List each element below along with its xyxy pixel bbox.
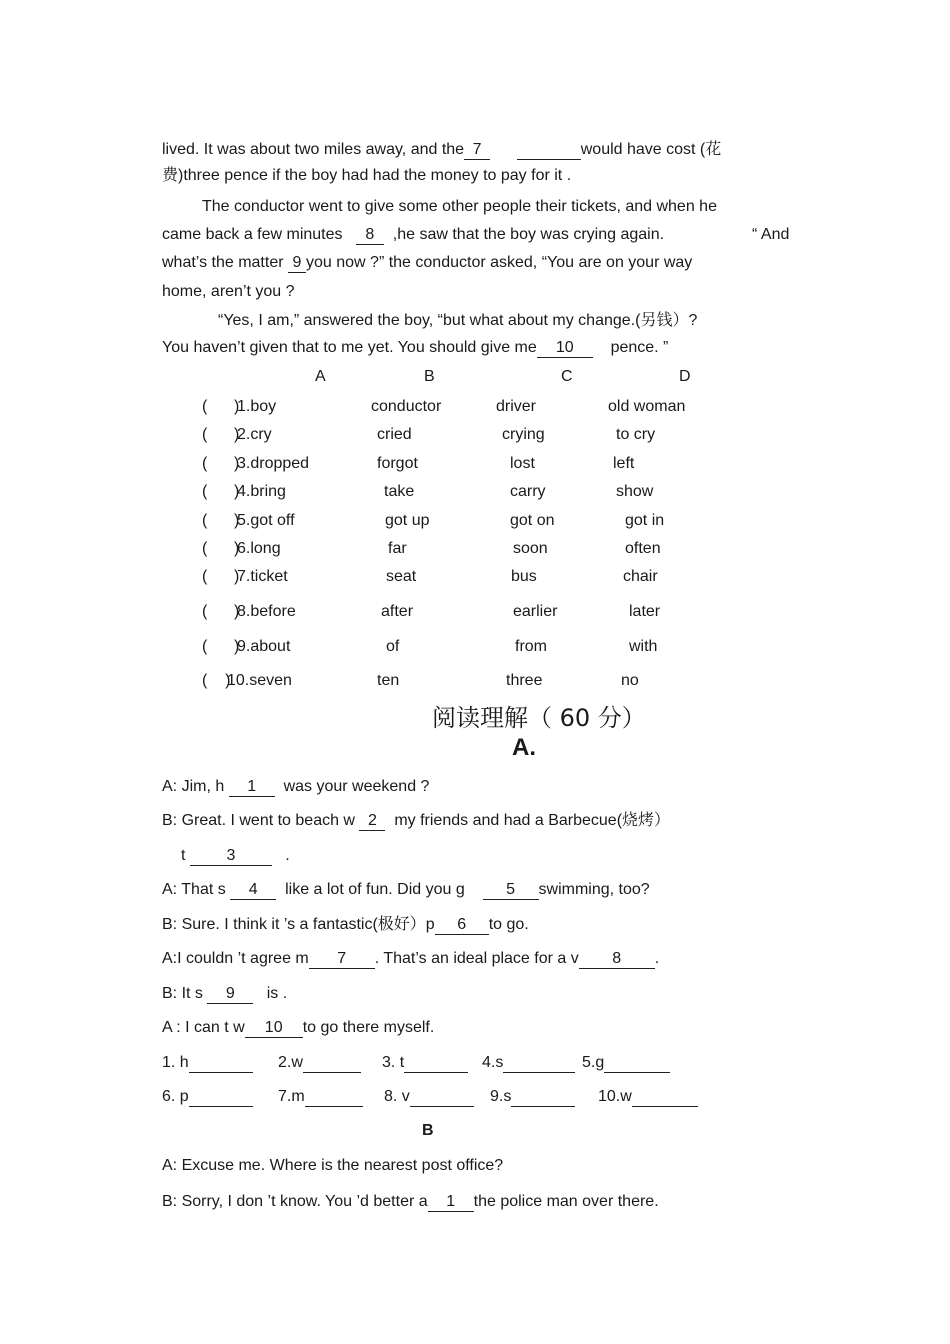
option-a: 1.boy [237,398,277,415]
option-b: take [384,483,415,500]
dialogue-line [162,880,650,900]
passage-text: what’s the matter [162,254,284,271]
column-header-b: B [424,368,435,385]
answer-blank[interactable] [303,1054,361,1073]
dialogue-line [181,846,290,866]
dialogue-line [162,915,529,935]
option-a: 3.dropped [237,455,310,472]
section-title: 阅读理解（ 60 分） [432,704,646,732]
answer-blank: 10 [537,339,593,358]
option-a: 4.bring [237,483,286,500]
option-b: of [386,638,400,655]
answer-blank[interactable] [511,1088,575,1107]
answer-blank[interactable] [189,1088,253,1107]
answer-label: 7.m [278,1088,305,1105]
passage-line-2 [162,166,571,186]
column-header-c: C [561,368,573,385]
column-header-a: A [315,368,326,385]
answer-blank[interactable] [189,1054,253,1073]
option-c: crying [502,426,545,443]
passage-text: would have cost (花 [580,141,722,158]
answer-paren[interactable]: ( ) [202,426,240,443]
passage-text: ,he saw that the boy was crying again. [392,226,665,243]
answer-blank: 7 [464,141,490,160]
passage-text: came back a few minutes [162,226,343,243]
passage-text: “ And [752,226,790,243]
answer-blank: 8 [356,226,384,245]
dialogue-text: A: Jim, h [162,778,225,795]
option-a: 10.seven [227,672,292,689]
dialogue-text: . [654,950,660,967]
option-c: driver [496,398,537,415]
option-c: earlier [513,603,558,620]
option-d: old woman [608,398,686,415]
answer-blank[interactable] [503,1054,575,1073]
answer-paren[interactable]: ( ) [202,603,240,620]
answer-label: 5.g [582,1054,605,1071]
answer-paren[interactable]: ( ) [202,398,240,415]
passage-line-4 [162,225,664,245]
option-d: later [629,603,661,620]
part-a-title: A. [512,734,536,761]
answer-label: 10.w [598,1088,632,1105]
answer-paren[interactable]: ( ) [202,540,240,557]
dialogue-text: . That’s an ideal place for a v [374,950,579,967]
option-b: ten [377,672,400,689]
dialogue-text: the police man over there. [473,1193,659,1210]
option-a: 5.got off [237,512,295,529]
answer-label: 4.s [482,1054,504,1071]
answer-paren[interactable]: ( ) [202,512,240,529]
answer-blank: 8 [579,950,655,969]
dialogue-text: to go there myself. [302,1019,435,1036]
answer-label: 9.s [490,1088,512,1105]
option-d: to cry [616,426,656,443]
answer-blank: 7 [309,950,375,969]
answer-paren[interactable]: ( ) [202,638,240,655]
answer-label: 2.w [278,1054,303,1071]
column-header-d: D [679,368,691,385]
option-b: got up [385,512,430,529]
option-d: chair [623,568,658,585]
option-b: cried [377,426,412,443]
dialogue-text: . [285,847,290,864]
answer-line-10[interactable] [598,1087,698,1107]
dialogue-line [162,1192,659,1212]
answer-blank[interactable] [410,1088,474,1107]
option-d: no [621,672,639,689]
answer-blank: 10 [245,1019,303,1038]
option-c: carry [510,483,546,500]
dialogue-line [162,811,670,831]
answer-label: 3. t [382,1054,405,1071]
dialogue-line [162,777,429,797]
answer-paren[interactable]: ( ) [202,483,240,500]
dialogue-text: my friends and had a Barbecue(烧烤） [394,812,671,829]
answer-blank[interactable] [632,1088,698,1107]
part-b-title: B [422,1122,434,1139]
passage-line-5 [162,253,692,273]
dialogue-line [162,1018,434,1038]
option-c: soon [513,540,548,557]
answer-label: 1. h [162,1054,189,1071]
answer-line-4[interactable] [482,1053,575,1073]
answer-line-9[interactable] [490,1087,575,1107]
dialogue-text: swimming, too? [538,881,650,898]
option-c: lost [510,455,535,472]
passage-text: lived. It was about two miles away, and the [162,141,465,158]
option-c: got on [510,512,555,529]
option-d: often [625,540,661,557]
passage-line-8 [162,338,668,358]
answer-blank[interactable] [604,1054,670,1073]
dialogue-text: B: Sorry, I don ’t know. You ’d better a [162,1193,428,1210]
answer-blank: 9 [207,985,253,1004]
option-c: from [515,638,547,655]
answer-line-3[interactable] [382,1053,468,1073]
answer-blank: 6 [435,916,489,935]
dialogue-line [162,949,659,969]
passage-text: You haven’t given that to me yet. You should give me [162,339,537,356]
answer-line-2[interactable] [278,1053,361,1073]
dialogue-text: A: Excuse me. Where is the nearest post office? [162,1157,504,1174]
option-b: forgot [377,455,418,472]
answer-paren[interactable]: ( ) [202,672,231,689]
answer-line-1[interactable] [162,1053,253,1073]
passage-text: The conductor went to give some other people their tickets, and when he [202,198,717,215]
dialogue-text: is . [266,985,288,1002]
answer-line-6[interactable] [162,1087,253,1107]
option-c: three [506,672,543,689]
answer-blank: 1 [229,778,275,797]
dialogue-line [162,984,287,1004]
answer-blank: 2 [359,812,385,831]
answer-blank: 5 [483,881,539,900]
option-a: 2.cry [237,426,272,443]
answer-paren[interactable]: ( ) [202,568,240,585]
passage-line-3 [202,197,717,217]
answer-blank: 1 [428,1193,474,1212]
option-d: got in [625,512,665,529]
answer-label: 8. v [384,1088,410,1105]
dialogue-text: A : I can t w [162,1019,245,1036]
answer-line-8[interactable] [384,1087,474,1107]
answer-blank: 4 [230,881,276,900]
answer-line-5[interactable] [582,1053,670,1073]
dialogue-text: A: That s [162,881,226,898]
option-b: conductor [371,398,442,415]
option-b: seat [386,568,417,585]
option-d: show [616,483,654,500]
option-a: 8.before [237,603,296,620]
answer-line-7[interactable] [278,1087,363,1107]
answer-label: 6. p [162,1088,189,1105]
option-a: 6.long [237,540,281,557]
answer-blank: 3 [190,847,272,866]
passage-text: you now ?” the conductor asked, “You are on your way [306,254,693,271]
option-a: 7.ticket [237,568,288,585]
passage-line-6 [162,282,295,302]
passage-line-7 [218,311,697,331]
dialogue-text: A:I couldn ’t agree m [162,950,309,967]
dialogue-text: to go. [488,916,529,933]
passage-text: home, aren’t you ? [162,283,295,300]
option-c: bus [511,568,537,585]
dialogue-text: like a lot of fun. Did you g [285,881,465,898]
option-a: 9.about [237,638,291,655]
answer-blank: 9 [288,254,306,273]
dialogue-line [162,1156,503,1176]
answer-paren[interactable]: ( ) [202,455,240,472]
passage-text: 费)three pence if the boy had had the money to pay for it . [162,167,572,184]
answer-blank [517,141,581,160]
option-b: after [381,603,414,620]
dialogue-text: B: Great. I went to beach w [162,812,355,829]
passage-text: “Yes, I am,” answered the boy, “but what about my change.(另钱）? [218,312,698,329]
option-d: left [613,455,635,472]
passage-line-1 [162,140,721,160]
dialogue-text: was your weekend ? [283,778,430,795]
passage-text: pence. ” [610,339,669,356]
dialogue-text: B: It s [162,985,203,1002]
option-d: with [629,638,658,655]
option-b: far [388,540,407,557]
answer-blank[interactable] [404,1054,468,1073]
dialogue-text: B: Sure. I think it ’s a fantastic(极好）p [162,916,435,933]
dialogue-text: t [181,847,186,864]
answer-blank[interactable] [305,1088,363,1107]
